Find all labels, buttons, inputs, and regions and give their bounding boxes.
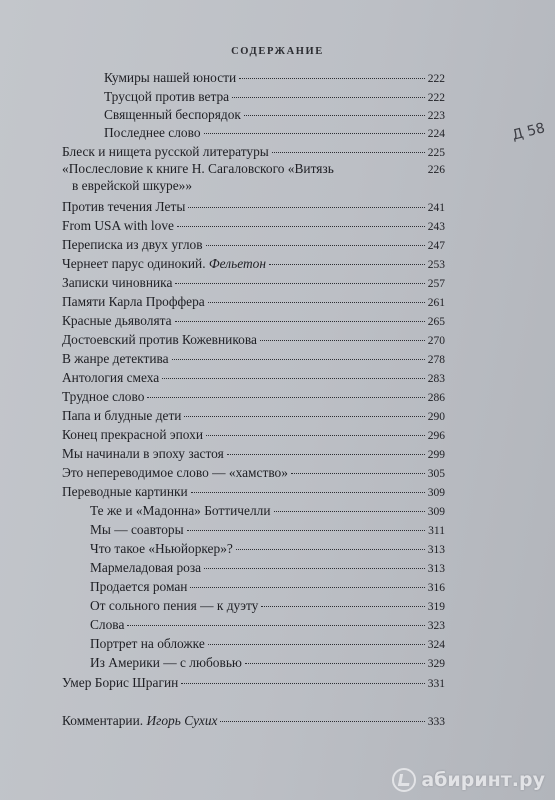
dot-leader [206, 245, 425, 246]
toc-entry-page: 223 [427, 110, 445, 122]
toc-entry-page: 324 [427, 639, 445, 651]
toc-entry [62, 256, 445, 274]
toc-entry [62, 389, 445, 407]
toc-entry-title: Трусцой против ветра [104, 89, 230, 104]
toc-entry [62, 351, 445, 369]
toc-entry-page: 296 [427, 430, 445, 442]
toc-entry-subtitle: Фельетон [208, 256, 266, 271]
dot-leader [177, 226, 425, 227]
toc-entry-title: Продается роман [90, 579, 188, 594]
toc-entry-page: 257 [427, 278, 445, 290]
handwritten-margin-note: Д 58 [510, 120, 547, 144]
toc-entry-title: Священный беспорядок [104, 107, 241, 122]
dot-leader [191, 492, 425, 493]
toc-entry-title: Антология смеха [62, 370, 160, 385]
toc-entry [62, 237, 445, 255]
toc-entry-title: Слова [90, 617, 125, 632]
toc-entry [62, 275, 445, 293]
toc-entry [62, 218, 445, 236]
dot-leader [239, 78, 425, 79]
toc-entry-page: 319 [427, 601, 445, 613]
toc-entry [62, 144, 445, 162]
toc-entry [62, 294, 445, 312]
watermark-text: абиринт.ру [421, 769, 545, 791]
toc-entry-page: 261 [427, 297, 445, 309]
toc-entry-page: 283 [427, 373, 445, 385]
toc-entry-title: Кумиры нашей юности [104, 70, 237, 85]
toc-entry [104, 125, 445, 143]
toc-entry-title: Что такое «Ньюйоркер»? [90, 541, 233, 556]
toc-entry-title: Красные дьяволята [62, 313, 172, 328]
dot-leader [147, 397, 424, 398]
toc-entry-title: Мармеладовая роза [90, 560, 202, 575]
toc-entry-page: 290 [427, 411, 445, 423]
toc-entry-title: Памяти Карла Проффера [62, 294, 205, 309]
toc-entry-page: 241 [427, 202, 445, 214]
toc-subentry [90, 579, 445, 597]
dot-leader [208, 644, 425, 645]
toc-entry-title: Комментарии. Игорь Сухих [62, 713, 218, 728]
toc-entry [62, 465, 445, 483]
toc-entry [62, 713, 445, 731]
toc-entry-title: Достоевский против Кожевникова [62, 332, 257, 347]
toc-entry-page: 225 [427, 147, 445, 159]
dot-leader [227, 454, 425, 455]
toc-entry-page: 309 [427, 487, 445, 499]
dot-leader [204, 133, 425, 134]
dot-leader [184, 416, 424, 417]
toc-entry-page: 243 [427, 221, 445, 233]
toc-subentry [90, 598, 445, 616]
toc-entry-page: 313 [427, 563, 445, 575]
dot-leader [162, 378, 425, 379]
dot-leader [206, 435, 425, 436]
toc-subentry [90, 617, 445, 635]
dot-leader [274, 511, 425, 512]
toc-entry [62, 427, 445, 445]
toc-entry-title: Из Америки — с любовью [90, 655, 242, 670]
toc-entry [62, 408, 445, 426]
toc-entry-page: 222 [427, 73, 445, 85]
toc-entry-page: 224 [427, 128, 445, 140]
toc-entry-page: 305 [427, 468, 445, 480]
toc-entry-page: 323 [427, 620, 445, 632]
toc-entry-multiline [62, 161, 445, 194]
dot-leader [172, 359, 425, 360]
dot-leader [127, 625, 424, 626]
toc-entry-title-cont: в еврейской шкуре»» [72, 178, 193, 193]
dot-leader [269, 264, 425, 265]
toc-entry-title: От сольного пения — к дуэту [90, 598, 259, 613]
toc-subentry [90, 503, 445, 521]
toc-entry-title: Папа и блудные дети [62, 408, 182, 423]
toc-entry [62, 484, 445, 502]
toc-entry-page: 331 [427, 678, 445, 690]
toc-entry [104, 107, 445, 125]
toc-entry-title: Переводные картинки [62, 484, 188, 499]
toc-entry [62, 199, 445, 217]
toc-entry-page: 316 [427, 582, 445, 594]
toc-entry-page: 278 [427, 354, 445, 366]
toc-subentry [90, 560, 445, 578]
dot-leader [291, 473, 425, 474]
toc-entry-page: 253 [427, 259, 445, 271]
toc-entry-title: «Послесловие к книге Н. Сагаловского «Витязь [62, 161, 334, 176]
dot-leader [260, 340, 425, 341]
dot-leader [190, 587, 424, 588]
toc-entry-title: Умер Борис Шрагин [62, 675, 179, 690]
dot-leader [245, 663, 425, 664]
toc-entry [62, 446, 445, 464]
toc-entry-title: Блеск и нищета русской литературы [62, 144, 269, 159]
dot-leader [175, 321, 425, 322]
toc-entry-title: Трудное слово [62, 389, 145, 404]
toc-entry-title: Записки чиновника [62, 275, 173, 290]
toc-entry-title: From USA with love [62, 218, 174, 233]
dot-leader [244, 115, 425, 116]
toc-entry [62, 675, 445, 693]
dot-leader [208, 302, 425, 303]
toc-entry-title: Последнее слово [104, 125, 201, 140]
dot-leader [188, 207, 424, 208]
toc-subentry [90, 541, 445, 559]
toc-entry-page: 299 [427, 449, 445, 461]
toc-entry-title: Те же и «Мадонна» Боттичелли [90, 503, 271, 518]
toc-entry-page: 270 [427, 335, 445, 347]
toc-entry-page: 329 [427, 658, 445, 670]
toc-entry-page: 226 [427, 164, 445, 176]
toc-subentry [90, 522, 445, 540]
toc-entry [62, 313, 445, 331]
dot-leader [187, 530, 426, 531]
toc-entry [104, 70, 445, 88]
toc-entry-subtitle: Игорь Сухих [146, 713, 218, 728]
toc-entry-page: 265 [427, 316, 445, 328]
toc-entry-page: 286 [427, 392, 445, 404]
toc-entry-title: Чернеет парус одинокий. Фельетон [62, 256, 266, 271]
toc-entry-title: Мы — соавторы [90, 522, 184, 537]
dot-leader [261, 606, 424, 607]
toc-entry-title: Переписка из двух углов [62, 237, 203, 252]
toc-entry-title: Против течения Леты [62, 199, 186, 214]
toc-entry [62, 370, 445, 388]
toc-entry-title: Портрет на обложке [90, 636, 205, 651]
toc-entry-page: 247 [427, 240, 445, 252]
dot-leader [236, 549, 425, 550]
toc-entry-page: 311 [428, 525, 445, 537]
toc-entry-title: В жанре детектива [62, 351, 169, 366]
dot-leader [220, 721, 424, 722]
toc-entry-page: 313 [427, 544, 445, 556]
page-title: СОДЕРЖАНИЕ [231, 46, 324, 57]
toc-entry-page: 309 [427, 506, 445, 518]
toc-entry-page: 222 [427, 92, 445, 104]
dot-leader [204, 568, 425, 569]
dot-leader [175, 283, 424, 284]
dot-leader [181, 683, 424, 684]
toc-entry [104, 89, 445, 107]
toc-entry-title: Мы начинали в эпоху застоя [62, 446, 224, 461]
toc-subentry [90, 655, 445, 673]
toc-entry-title: Конец прекрасной эпохи [62, 427, 203, 442]
labirint-logo-icon [392, 768, 416, 792]
toc-entry [62, 332, 445, 350]
watermark [392, 768, 545, 792]
dot-leader [232, 97, 425, 98]
toc-entry-page: 333 [427, 716, 445, 728]
toc-entry-title: Это непереводимое слово — «хамство» [62, 465, 288, 480]
dot-leader [272, 152, 425, 153]
toc-subentry [90, 636, 445, 654]
